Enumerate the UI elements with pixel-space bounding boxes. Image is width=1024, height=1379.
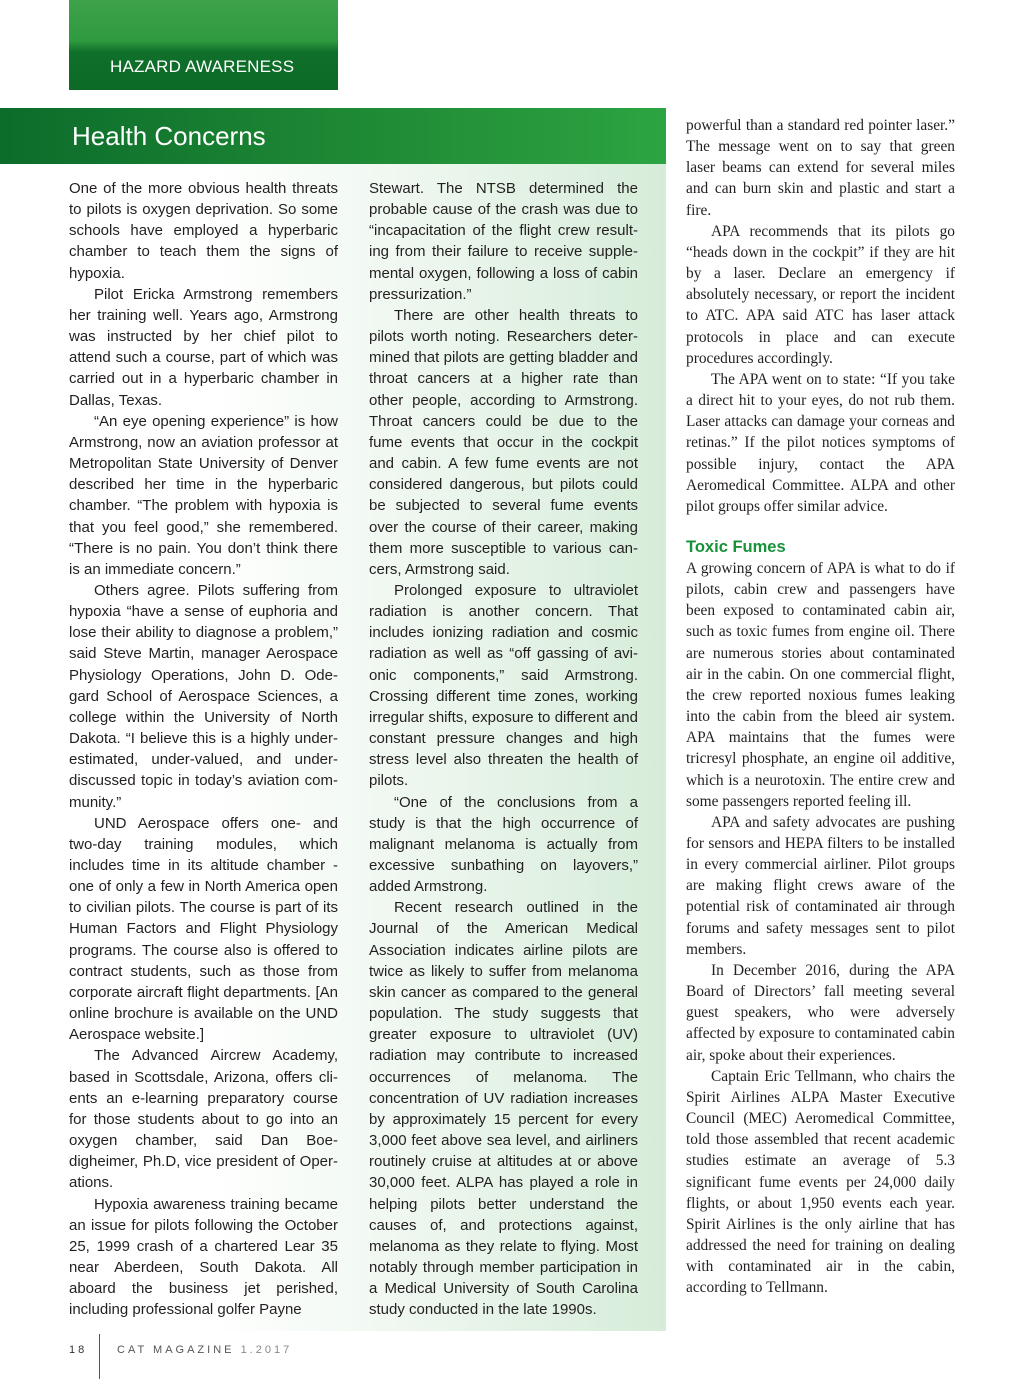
paragraph: “One of the conclusions from a study is that the high occurrence of malignant melanoma is actually from excessive sunbathing on layovers,” added Armstrong. bbox=[369, 793, 638, 896]
paragraph: Stewart. The NTSB determined the probable cause of the crash was due to “incapacitation of the flight crew resulting from their failure to receive supplemental oxygen, following a loss of cabin pressurization.” bbox=[369, 180, 638, 303]
paragraph: powerful than a standard red pointer laser.” The message went on to say that green laser beams can extend for several miles and can burn skin and plastic and start a fire. bbox=[686, 117, 955, 219]
section-label: HAZARD AWARENESS bbox=[110, 57, 295, 76]
article-title: Health Concerns bbox=[72, 121, 266, 151]
magazine-name: CAT MAGAZINE bbox=[117, 1344, 235, 1356]
paragraph: A growing concern of APA is what to do if pilots, cabin crew and passengers have been exposed to contaminated cabin air, such as toxic fumes from engine oil. There are numerous stories about contaminated air in the cabin. On one commercial flight, the crew reported noxious fumes leaking into the cabin from the bleed air system. APA maintains that the fumes were tricresyl phosphate, an engine oil additive, which is a neurotoxin. The entire crew and some passengers reported feeling ill. bbox=[686, 559, 955, 810]
paragraph: Pilot Ericka Armstrong remembers her training well. Years ago, Armstrong was instructed by her chief pilot to attend such a course, part of which was carried out in a hyperbaric chamber in Dallas, Texas. bbox=[69, 285, 338, 409]
footer-divider bbox=[99, 1334, 100, 1379]
column-1 bbox=[69, 178, 338, 1320]
paragraph: The APA went on to state: “If you take a direct hit to your eyes, do not rub them. Laser attacks can damage your corneas and retinas.” If the pilot notices symptoms of possible injury, contact the APA Aeromedical Committee. ALPA and other pilot groups offer similar advice. bbox=[686, 370, 955, 515]
issue-number: 1.2017 bbox=[240, 1344, 293, 1356]
paragraph: UND Aerospace offers one- and two-day training modules, which includes time in its altitude chamber - one of only a few in North America open to civilian pilots. The course is part of its Human Factors and Flight Physiology programs. The course also is offered to contract students, such as those from corporate aircraft flight departments. [An online brochure is available on the UND Aerospace website.] bbox=[69, 814, 338, 1044]
title-bar bbox=[0, 108, 666, 164]
paragraph: Prolonged exposure to ultraviolet radiation is another concern. That includes ionizing radiation and cosmic radiation as well as “off gassing of avionic components,” said Armstrong. Crossing different time zones, working irregular shifts, exposure to different and constant pressure changes and high stress level also threaten the health of pilots. bbox=[369, 581, 638, 790]
paragraph: Others agree. Pilots suffering from hypoxia “have a sense of euphoria and lose their ability to diagnose a problem,” said Steve Martin, manager Aerospace Physiology Operations, John D. Odegard School of Aerospace Sciences, a college within the University of North Dakota. “I believe this is a highly underestimated, under-valued, and underdiscussed topic in today’s aviation community.” bbox=[69, 581, 338, 811]
paragraph: Hypoxia awareness training became an issue for pilots following the October 25, 1999 crash of a chartered Lear 35 near Aberdeen, South Dakota. All aboard the business jet perished, including professional golfer Payne bbox=[69, 1195, 338, 1319]
paragraph: The Advanced Aircrew Academy, based in Scottsdale, Arizona, offers clients an e-learning preparatory course for those students about to go into an oxygen chamber, said Dan Boedigheimer, Ph.D, vice president of Operations. bbox=[69, 1047, 338, 1192]
paragraph: “An eye opening experience” is how Armstrong, now an aviation professor at Metropolitan State University of Denver described her time in the hyperbaric chamber. “The problem with hypoxia is that you feel good,” she remembered. “There is no pain. You don’t think there is an immediate concern.” bbox=[69, 412, 338, 578]
section-tab bbox=[69, 0, 338, 90]
paragraph: Captain Eric Tellmann, who chairs the Spirit Airlines ALPA Master Executive Council (MEC) Aeromedical Committee, told those assembled that recent academic studies estimate an average of 5.3 significant fume events per 24,000 daily flights, or about 1,950 events each year. Spirit Airlines is the only airline that has addressed the need for training on dealing with contaminated air in the cabin, according to Tellmann. bbox=[686, 1067, 955, 1297]
column-3 bbox=[686, 115, 955, 1298]
paragraph: Recent research outlined in the Journal of the American Medical Association indicates airline pilots are twice as likely to suffer from melanoma skin cancer as compared to the general population. The study suggests that greater exposure to ultraviolet (UV) radiation may contribute to increased occurrences of melanoma. The concentration of UV radiation increases by approximately 15 percent for every 3,000 feet above sea level, and airliners routinely cruise at altitudes at or above 30,000 feet. ALPA has played a role in helping pilots better understand the causes of, and protections against, melanoma as they relate to flying. Most notably through member participation in a Medical University of South Carolina study conducted in the late 1990s. bbox=[369, 899, 638, 1319]
paragraph: In December 2016, during the APA Board of Directors’ fall meeting several guest speakers, who were adversely affected by exposure to contaminated cabin air, spoke about their experiences. bbox=[686, 961, 955, 1064]
paragraph: One of the more obvious health threats to pilots is oxygen deprivation. So some schools have employed a hyperbaric chamber to teach them the signs of hypoxia. bbox=[69, 180, 338, 282]
subheading-toxic-fumes: Toxic Fumes bbox=[686, 537, 786, 556]
paragraph: APA recommends that its pilots go “heads down in the cockpit” if they are hit by a laser. Declare an emergency if absolutely necessary, or report the incident to ATC. APA said ATC has laser attack protocols in place and can execute procedures accordingly. bbox=[686, 222, 955, 367]
paragraph: There are other health threats to pilots worth noting. Researchers determined that pilots are getting bladder and throat cancers at a higher rate than other people, according to Armstrong. Throat cancers could be due to the fume events that occur in the cockpit and cabin. A few fume events are not considered dangerous, but pilots could be subjected to several fume events over the course of their career, making them more susceptible to various cancers, Armstrong said. bbox=[369, 306, 638, 578]
page-number: 18 bbox=[69, 1344, 88, 1356]
column-2 bbox=[369, 178, 638, 1320]
magazine-footer bbox=[117, 1344, 292, 1356]
paragraph: APA and safety advocates are pushing for sensors and HEPA filters to be installed in every commercial airliner. Pilot groups are making flight crews aware of the potential risk of contaminated air through forums and safety messages sent to pilot members. bbox=[686, 813, 955, 958]
